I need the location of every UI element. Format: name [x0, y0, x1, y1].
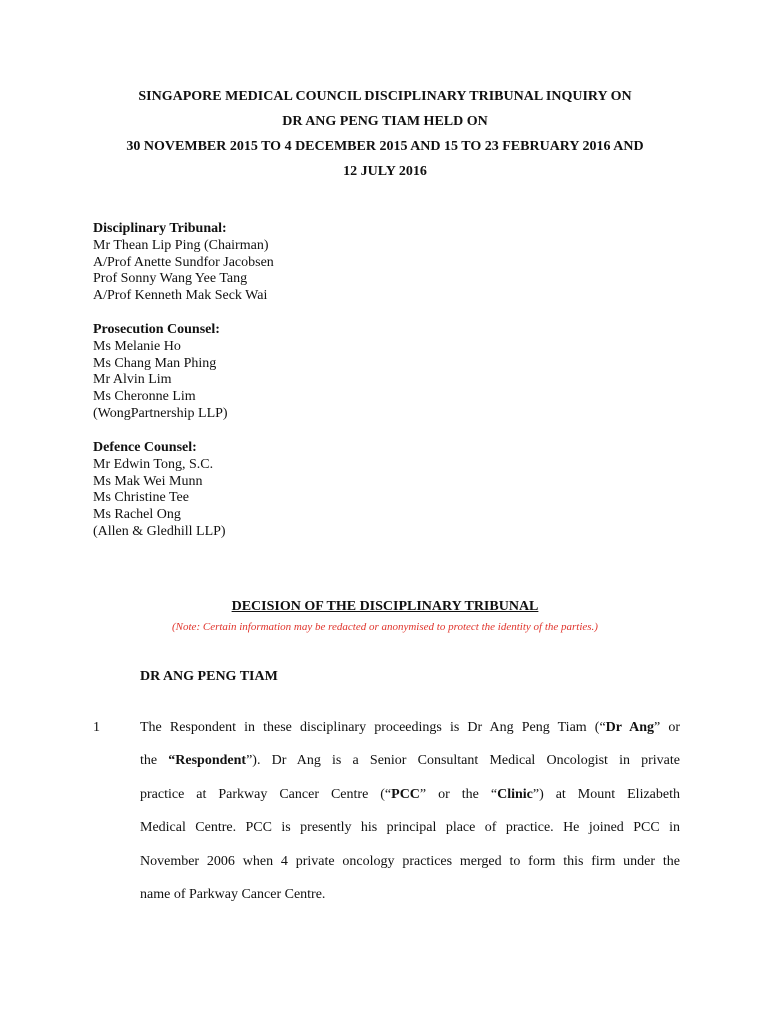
defined-term: Clinic — [497, 787, 533, 802]
paragraph-text: ”) at Mount Elizabeth — [532, 787, 680, 802]
prosecution-member: Ms Melanie Ho — [93, 338, 181, 354]
subject-heading: DR ANG PENG TIAM — [140, 669, 278, 684]
paragraph-line — [140, 719, 680, 737]
title-line-2: DR ANG PENG TIAM HELD ON — [282, 114, 488, 129]
defence-member: Ms Mak Wei Munn — [93, 473, 203, 489]
tribunal-member: Mr Thean Lip Ping (Chairman) — [93, 237, 269, 253]
redaction-note: (Note: Certain information may be redacted or anonymised to protect the identity of the parties.) — [172, 621, 598, 633]
paragraph-line — [140, 752, 680, 770]
prosecution-member: Mr Alvin Lim — [93, 372, 172, 388]
paragraph-text: the — [140, 753, 169, 768]
title-line-4: 12 JULY 2016 — [343, 164, 427, 179]
paragraph-text: ”). Dr Ang is a Senior Consultant Medical Oncologist in private — [246, 753, 680, 768]
paragraph-text: practice at Parkway Cancer Centre (“ — [140, 787, 392, 802]
paragraph-text: The Respondent in these disciplinary proceedings is Dr Ang Peng Tiam (“ — [140, 720, 606, 735]
defined-term: Dr Ang — [605, 720, 654, 735]
defined-term: “Respondent — [168, 753, 247, 768]
tribunal-member: Prof Sonny Wang Yee Tang — [93, 271, 248, 287]
paragraph-number: 1 — [93, 720, 100, 735]
tribunal-heading: Disciplinary Tribunal: — [93, 221, 227, 236]
prosecution-firm: (WongPartnership LLP) — [93, 405, 228, 421]
paragraph-line: November 2006 when 4 private oncology practices merged to form this firm under the — [140, 854, 680, 869]
title-line-1: SINGAPORE MEDICAL COUNCIL DISCIPLINARY TRIBUNAL INQUIRY ON — [138, 89, 632, 104]
defence-member: Ms Rachel Ong — [93, 507, 181, 523]
paragraph-line: Medical Centre. PCC is presently his principal place of practice. He joined PCC in — [140, 820, 680, 835]
defined-term: PCC — [391, 787, 420, 802]
defence-firm: (Allen & Gledhill LLP) — [93, 523, 226, 539]
defence-section — [93, 440, 226, 541]
paragraph-line: name of Parkway Cancer Centre. — [140, 887, 326, 902]
prosecution-heading: Prosecution Counsel: — [93, 322, 220, 337]
prosecution-member: Ms Cheronne Lim — [93, 389, 196, 405]
defence-member: Ms Christine Tee — [93, 490, 189, 506]
paragraph-text: ” or — [653, 720, 680, 735]
decision-heading: DECISION OF THE DISCIPLINARY TRIBUNAL — [231, 599, 539, 614]
tribunal-section — [93, 221, 274, 305]
tribunal-member: A/Prof Anette Sundfor Jacobsen — [93, 254, 274, 270]
prosecution-member: Ms Chang Man Phing — [93, 355, 217, 371]
paragraph-line — [140, 786, 680, 804]
defence-member: Mr Edwin Tong, S.C. — [93, 456, 214, 472]
title-line-3: 30 NOVEMBER 2015 TO 4 DECEMBER 2015 AND 15 TO 23 FEBRUARY 2016 AND — [126, 139, 644, 154]
tribunal-member: A/Prof Kenneth Mak Seck Wai — [93, 288, 268, 304]
defence-heading: Defence Counsel: — [93, 440, 197, 455]
prosecution-section — [93, 322, 228, 423]
paragraph-text: ” or the “ — [419, 787, 498, 802]
